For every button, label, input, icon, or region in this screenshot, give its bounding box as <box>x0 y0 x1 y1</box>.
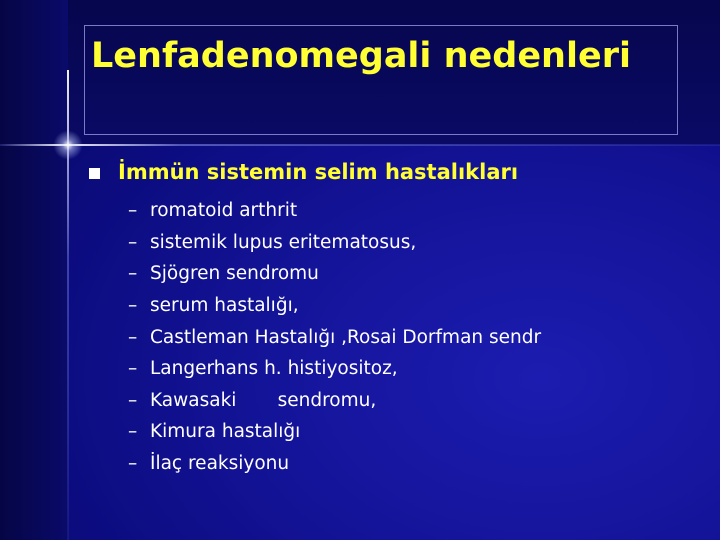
list-item: – romatoid arthrit <box>128 200 298 222</box>
main-bullet-text: İmmün sistemin selim hastalıkları <box>118 160 519 184</box>
dash-icon: – <box>128 358 138 380</box>
list-item: – Langerhans h. histiyositoz, <box>128 358 398 380</box>
dash-icon: – <box>128 421 138 443</box>
left-band <box>0 0 68 540</box>
dash-icon: – <box>128 453 138 475</box>
list-item: – Castleman Hastalığı ,Rosai Dorfman sendr <box>128 326 542 348</box>
dash-icon: – <box>128 326 138 348</box>
main-bullet <box>89 160 518 184</box>
dash-icon: – <box>128 231 138 253</box>
list-item: – Kawasaki sendromu, <box>128 389 377 411</box>
list-item: – serum hastalığı, <box>128 295 299 317</box>
list-item: – İlaç reaksiyonu <box>128 453 290 475</box>
list-item: – sistemik lupus eritematosus, <box>128 231 417 253</box>
square-bullet-icon <box>89 168 100 179</box>
dash-icon: – <box>128 295 138 317</box>
sub-bullet-list <box>128 195 541 479</box>
list-item: – Kimura hastalığı <box>128 421 301 443</box>
list-item: – Sjögren sendromu <box>128 263 319 285</box>
dash-icon: – <box>128 389 138 411</box>
dash-icon: – <box>128 263 138 285</box>
slide-title: Lenfadenomegali nedenleri <box>91 36 631 76</box>
dash-icon: – <box>128 200 138 222</box>
horizontal-accent-line <box>0 144 720 146</box>
sparkle-decoration <box>52 129 84 161</box>
